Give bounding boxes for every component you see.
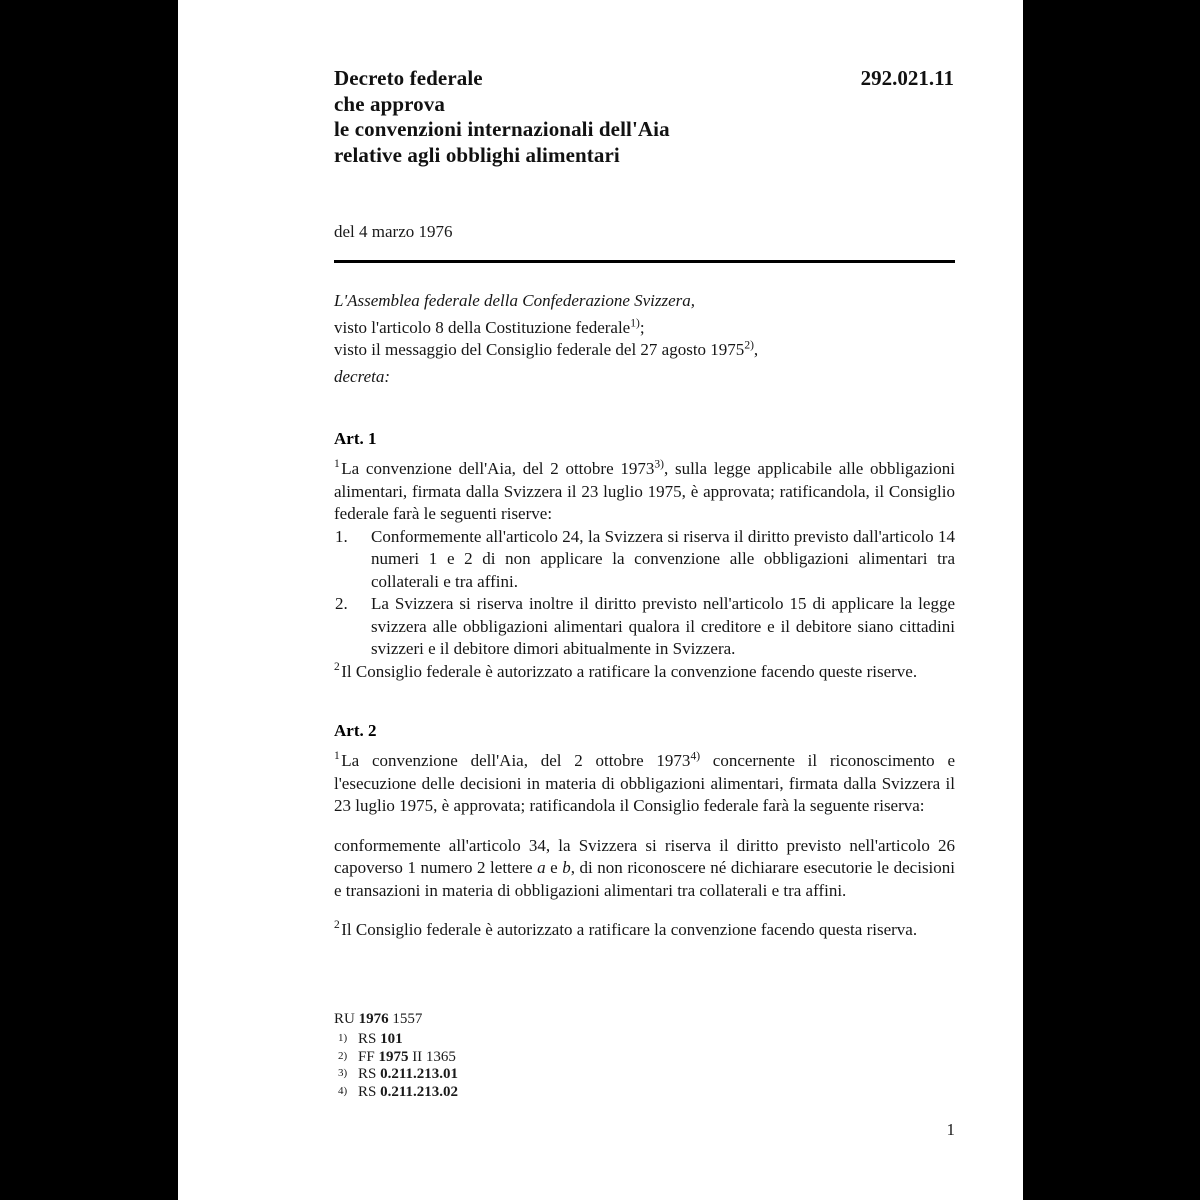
article-2-paragraph-1-marker: 1 xyxy=(334,750,340,763)
footnote-entry xyxy=(334,1049,955,1067)
document-date: del 4 marzo 1976 xyxy=(334,222,453,241)
article-1-heading: Art. 1 xyxy=(334,429,377,448)
article-2-reservation-letter-b: b xyxy=(562,858,571,877)
footnote-entry-prefix: RS xyxy=(358,1066,381,1082)
footnote-ref-4[interactable]: 4) xyxy=(690,750,701,763)
title-line-1: Decreto federale xyxy=(334,66,483,90)
footnote-ref-2[interactable]: 2) xyxy=(744,339,754,352)
document-classification-number: 292.021.11 xyxy=(860,66,954,90)
document-header xyxy=(334,66,955,168)
article-1-paragraph-1-marker: 1 xyxy=(334,458,340,471)
article-2-paragraph-1-text-b: concernente il riconoscimento e l'esecuzione delle decisioni in materia di obbligazioni alimentari, firmata dalla Svizzera il 23 luglio 1975, è approvata; ratificandola il Consiglio federale farà la seguente riserva: xyxy=(334,751,955,815)
list-item xyxy=(334,593,955,661)
preamble-citation-1-tail: ; xyxy=(639,318,645,337)
article-2-paragraph-2-text: Il Consiglio federale è autorizzato a ratificare la convenzione facendo questa riserva. xyxy=(341,920,918,939)
article-2-heading: Art. 2 xyxy=(334,721,377,740)
footnote-entry-marker[interactable]: 4) xyxy=(338,1084,348,1097)
footnote-ref-1[interactable]: 1) xyxy=(630,317,640,330)
list-item xyxy=(334,526,955,594)
footnote-entry xyxy=(334,1031,955,1049)
article-1-paragraph-1-text-b: , sulla legge applicabile alle obbligazioni alimentari, firmata dalla Svizzera il 23 luglio 1975, è approvata; ratificandola, il Consiglio federale farà le seguenti riserve: xyxy=(334,459,955,523)
footnote-entry-number: 101 xyxy=(380,1031,403,1047)
footnote-entry-number: 0.211.213.01 xyxy=(380,1066,459,1082)
footnote-entry-marker[interactable]: 3) xyxy=(338,1067,348,1079)
article-2-reservation-conjunction: e xyxy=(545,858,563,877)
article-1-paragraph-2-text: Il Consiglio federale è autorizzato a ratificare la convenzione facendo queste riserve. xyxy=(341,661,918,681)
title-line-4: relative agli obblighi alimentari xyxy=(334,142,620,167)
article-2-paragraph-1-text-a: La convenzione dell'Aia, del 2 ottobre 1973 xyxy=(341,751,691,770)
footnotes-block xyxy=(334,1010,955,1101)
article-2-reservation-part-1: conformemente all'articolo 34, la Svizzera si riserva il diritto previsto nell'articolo 26 capoverso 1 numero 2 lettere xyxy=(334,835,955,877)
header-divider xyxy=(334,260,955,263)
title-line-2: che approva xyxy=(334,91,445,116)
publication-reference-page: 1557 xyxy=(388,1011,423,1027)
article-2-paragraph-2 xyxy=(334,919,955,942)
preamble-citation-2-text: visto il messaggio del Consiglio federale del 27 agosto 1975 xyxy=(334,340,745,359)
preamble-block xyxy=(334,289,955,388)
footnote-entry xyxy=(334,1066,955,1084)
preamble-citation-1-text: visto l'articolo 8 della Costituzione federale xyxy=(334,318,631,337)
article-2-paragraph-1 xyxy=(334,750,955,818)
list-item-marker: 2. xyxy=(335,594,348,613)
article-2-reservation-part-2: , di non riconoscere né dichiarare esecutorie le decisioni e transazioni in materia di obbligazioni alimentari tra collaterali e tra affini. xyxy=(334,858,956,900)
article-1-paragraph-2 xyxy=(334,661,955,684)
article-1-paragraph-1 xyxy=(334,458,955,526)
footnote-entry-marker[interactable]: 1) xyxy=(338,1032,348,1044)
list-item-text: Conformemente all'articolo 24, la Svizzera si riserva il diritto previsto dall'articolo 14 numeri 1 e 2 di non applicare la convenzione alle obbligazioni alimentari tra collaterali e tra affini. xyxy=(371,526,955,591)
publication-reference-prefix: RU xyxy=(334,1011,359,1027)
preamble-enacting-clause: decreta: xyxy=(334,367,391,386)
footnote-entry xyxy=(334,1084,955,1102)
article-1-paragraph-2-marker: 2 xyxy=(334,660,340,673)
page-title xyxy=(334,66,670,168)
article-2-paragraph-2-marker: 2 xyxy=(334,919,340,932)
footnote-entry-number: 1975 xyxy=(378,1048,409,1065)
page-content-column xyxy=(334,0,955,1200)
footnote-entry-prefix: RS xyxy=(358,1083,381,1100)
list-item-text: La Svizzera si riserva inoltre il diritto previsto nell'articolo 15 di applicare la legge svizzera alle obbligazioni alimentari qualora il creditore e il debitore siano cittadini svizzeri e il debitore dimori abitualmente in Svizzera. xyxy=(371,594,955,658)
preamble-citation-1 xyxy=(334,317,955,339)
article-1 xyxy=(334,428,955,683)
footnote-entry-prefix: FF xyxy=(358,1048,379,1065)
footnote-entry-marker[interactable]: 2) xyxy=(338,1049,348,1062)
footnote-entry-number: 0.211.213.02 xyxy=(380,1083,459,1100)
document-page xyxy=(178,0,1023,1200)
publication-reference-year: 1976 xyxy=(358,1011,389,1027)
list-item-marker: 1. xyxy=(335,526,348,546)
footnote-list xyxy=(334,1031,955,1101)
preamble-citation-2-tail: , xyxy=(753,340,759,359)
article-2-reservation-text xyxy=(334,835,955,903)
preamble-citation-2 xyxy=(334,339,955,361)
preamble-lead: L'Assemblea federale della Confederazione Svizzera, xyxy=(334,291,696,310)
article-2 xyxy=(334,720,955,942)
title-line-3: le convenzioni internazionali dell'Aia xyxy=(334,117,670,141)
article-2-reservation-letter-a: a xyxy=(537,858,546,877)
publication-reference xyxy=(334,1010,955,1029)
article-1-reservations-list xyxy=(334,526,955,661)
footnote-entry-prefix: RS xyxy=(358,1031,381,1047)
article-1-paragraph-1-text-a: La convenzione dell'Aia, del 2 ottobre 1973 xyxy=(341,459,655,478)
footnote-ref-3[interactable]: 3) xyxy=(654,458,664,471)
footnote-entry-suffix: II 1365 xyxy=(408,1048,456,1065)
page-number: 1 xyxy=(946,1120,955,1139)
